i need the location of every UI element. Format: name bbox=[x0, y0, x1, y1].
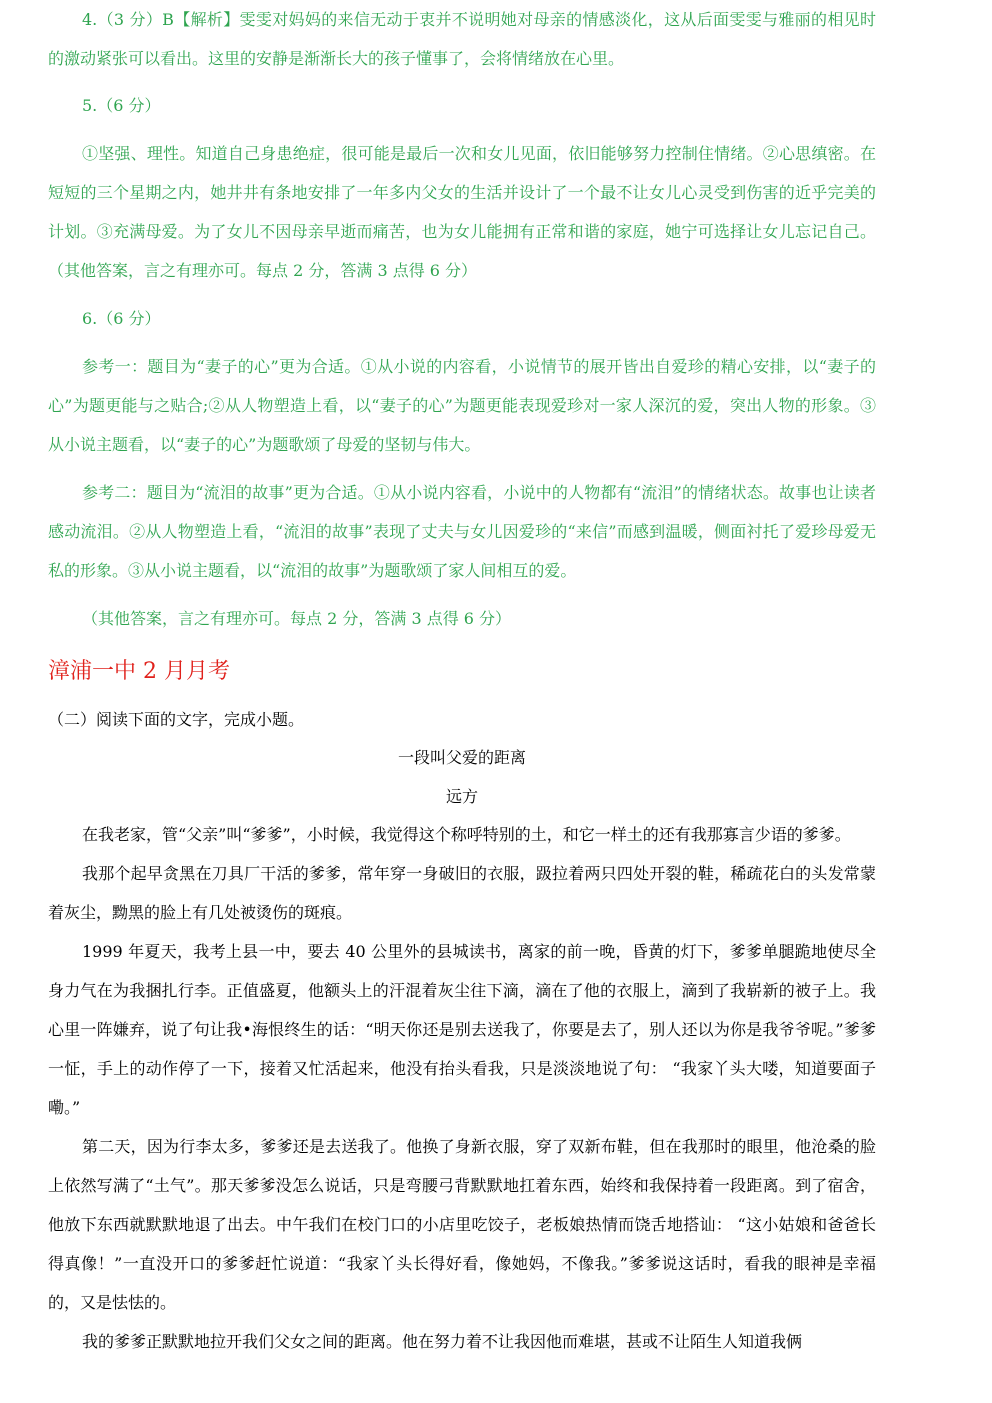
answer-q5 bbox=[48, 134, 876, 290]
answer-q4 bbox=[48, 0, 876, 78]
answer-q6-ref1-text: 参考一：题目为“妻子的心”更为合适。①从小说的内容看，小说情节的展开皆出自爱珍的精心安排，以“妻子的心”为题更能与之贴合;②从人物塑造上看，以“妻子的心”为题更能表现爱珍对一家人深沉的爱，突出人物的形象。③从小说主题看，以“妻子的心”为题歌颂了母爱的坚韧与伟大。 bbox=[48, 357, 876, 454]
answer-q6-ref2 bbox=[48, 473, 876, 590]
article-paragraph: 在我老家，管“父亲”叫“爹爹”，小时候，我觉得这个称呼特别的土，和它一样土的还有我那寡言少语的爹爹。 bbox=[82, 825, 851, 844]
article-paragraph: 我的爹爹正默默地拉开我们父女之间的距离。他在努力着不让我因他而难堪，甚或不让陌生人知道我俩 bbox=[82, 1332, 803, 1351]
article-author: 远方 bbox=[445, 787, 478, 806]
article-paragraph: 第二天，因为行李太多，爹爹还是去送我了。他换了身新衣服，穿了双新布鞋，但在我那时的眼里，他沧桑的脸上依然写满了“土气”。那天爹爹没怎么说话，只是弯腰弓背默默地扛着东西，始终和我保持着一段距离。到了宿舍，他放下东西就默默地退了出去。中午我们在校门口的小店里吃饺子，老板娘热情而饶舌地搭讪： “这小姑娘和爸爸长得真像！”一直没开口的爹爹赶忙说道：“我家丫头长得好看，像她妈，不像我。”爹爹说这话时，看我的眼神是幸福的，又是怯怯的。 bbox=[48, 1137, 876, 1312]
answer-q4-text: 4.（3 分）B【解析】雯雯对妈妈的来信无动于衷并不说明她对母亲的情感淡化，这从后面雯雯与雅丽的相见时的激动紧张可以看出。这里的安静是渐渐长大的孩子懂事了，会将情绪放在心里。 bbox=[48, 10, 876, 68]
answer-q6-note bbox=[48, 599, 876, 638]
section-heading: 漳浦一中 2 月月考 bbox=[48, 659, 230, 684]
answer-q5-label-block bbox=[48, 86, 876, 125]
section-intro: （二）阅读下面的文字，完成小题。 bbox=[48, 710, 305, 729]
answer-q6-ref2-text: 参考二：题目为“流泪的故事”更为合适。①从小说内容看，小说中的人物都有“流泪”的情绪状态。故事也让读者感动流泪。②从人物塑造上看，“流泪的故事”表现了丈夫与女儿因爱珍的“来信”而感到温暖，侧面衬托了爱珍母爱无私的形象。③从小说主题看，以“流泪的故事”为题歌颂了家人间相互的爱。 bbox=[48, 483, 876, 580]
answer-q6-note-text: （其他答案，言之有理亦可。每点 2 分，答满 3 点得 6 分） bbox=[82, 609, 512, 628]
article-paragraph: 1999 年夏天，我考上县一中，要去 40 公里外的县城读书，离家的前一晚，昏黄的灯下，爹爹单腿跪地使尽全身力气在为我捆扎行李。正值盛夏，他额头上的汗混着灰尘往下滴，滴在了他的衣服上，滴到了我崭新的被子上。我心里一阵嫌弃，说了句让我•海恨终生的话：“明天你还是别去送我了，你要是去了，别人还以为你是我爷爷呢。”爹爹一怔，手上的动作停了一下，接着又忙活起来，他没有抬头看我，只是淡淡地说了句： “我家丫头大喽，知道要面子嘞。” bbox=[48, 942, 876, 1117]
answer-q5-text: ①坚强、理性。知道自己身患绝症，很可能是最后一次和女儿见面，依旧能够努力控制住情绪。②心思缜密。在短短的三个星期之内，她井井有条地安排了一年多内父女的生活并设计了一个最不让女儿心灵受到伤害的近乎完美的计划。③充满母爱。为了女儿不因母亲早逝而痛苦，也为女儿能拥有正常和谐的家庭，她宁可选择让女儿忘记自己。（其他答案，言之有理亦可。每点 2 分，答满 3 点得 6 分） bbox=[48, 144, 876, 280]
answer-q6-label-block bbox=[48, 299, 876, 338]
answer-q6-ref1 bbox=[48, 347, 876, 464]
article-title: 一段叫父爱的距离 bbox=[397, 748, 526, 767]
answer-q6-label: 6.（6 分） bbox=[82, 309, 161, 328]
answer-q5-label: 5.（6 分） bbox=[82, 96, 161, 115]
article-body bbox=[48, 815, 876, 1361]
article-paragraph: 我那个起早贪黑在刀具厂干活的爹爹，常年穿一身破旧的衣服，趿拉着两只四处开裂的鞋，稀疏花白的头发常蒙着灰尘，黝黑的脸上有几处被烫伤的斑痕。 bbox=[48, 864, 876, 922]
